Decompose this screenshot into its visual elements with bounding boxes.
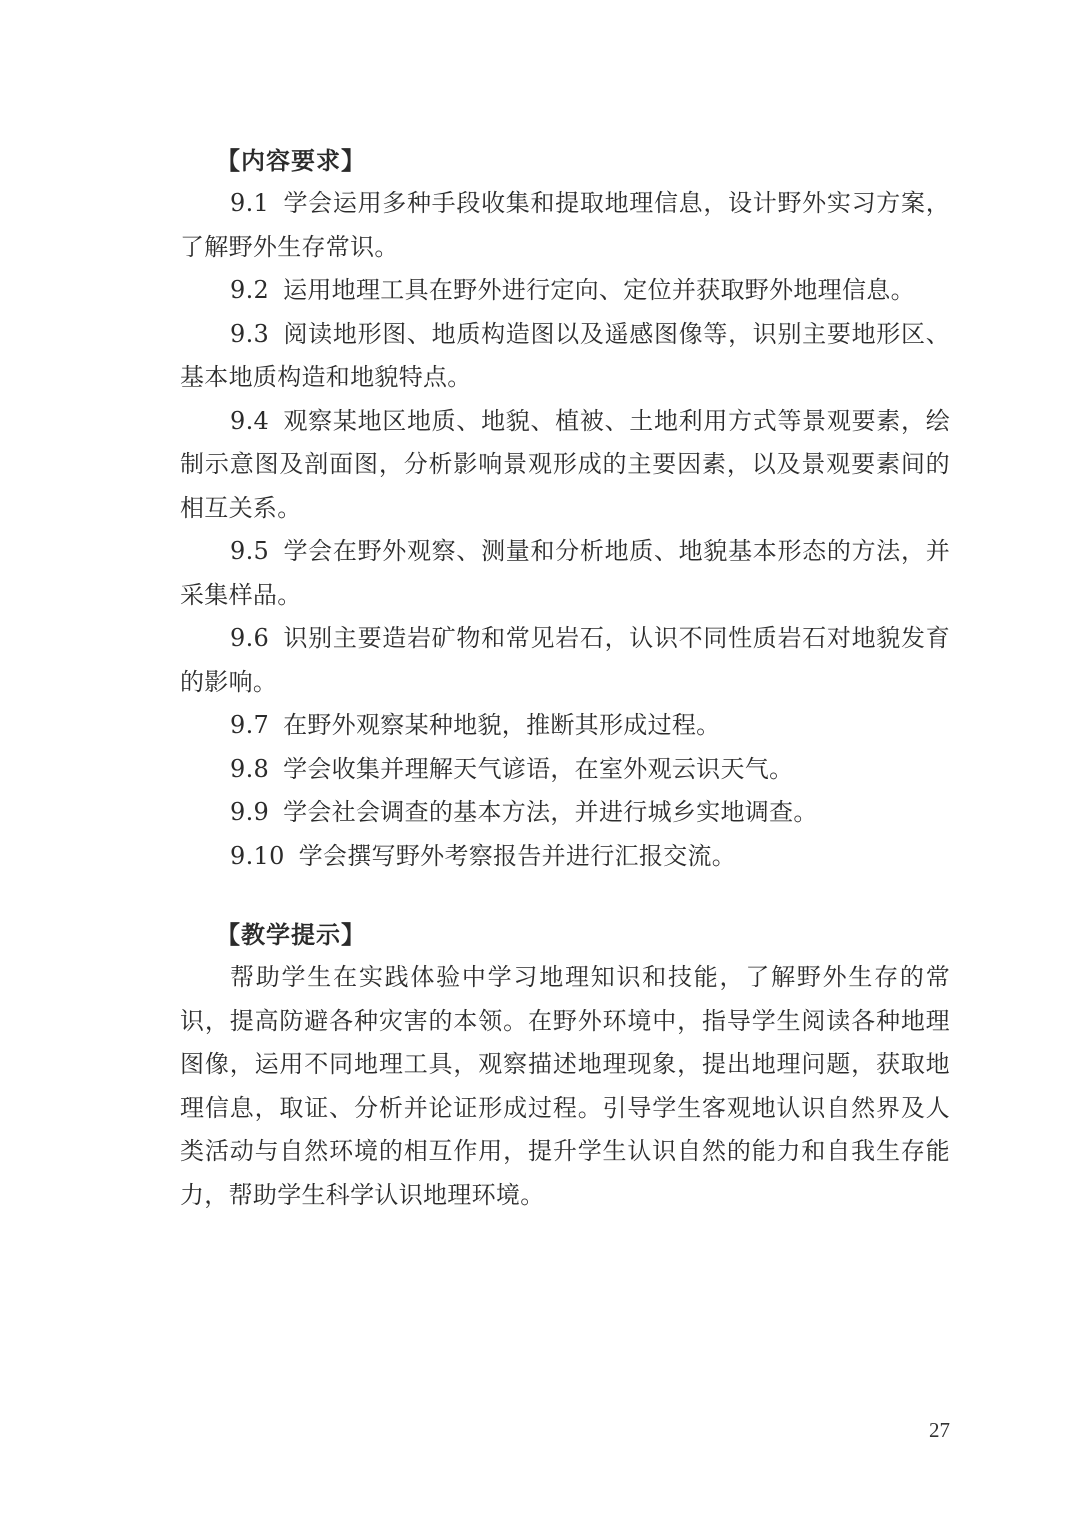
requirement-item-9-7 bbox=[180, 704, 950, 748]
page-content bbox=[180, 140, 950, 1217]
teaching-tips-paragraph: 帮助学生在实践体验中学习地理知识和技能，了解野外生存的常识，提高防避各种灾害的本领。在野外环境中，指导学生阅读各种地理图像，运用不同地理工具，观察描述地理现象，提出地理问题，获取地理信息，取证、分析并论证形成过程。引导学生客观地认识自然界及人类活动与自然环境的相互作用，提升学生认识自然的能力和自我生存能力，帮助学生科学认识地理环境。 bbox=[180, 963, 950, 1209]
item-number: 9.8 bbox=[230, 754, 270, 783]
item-number: 9.1 bbox=[230, 189, 270, 217]
item-number: 9.7 bbox=[230, 711, 270, 739]
content-requirements-heading: 【内容要求】 bbox=[216, 147, 366, 175]
item-text: 运用地理工具在野外进行定向、定位并获取野外地理信息。 bbox=[283, 276, 915, 304]
requirement-item-9-2 bbox=[180, 269, 950, 313]
item-text: 识别主要造岩矿物和常见岩石，认识不同性质岩石对地貌发育的影响。 bbox=[180, 624, 950, 696]
item-number: 9.4 bbox=[230, 406, 270, 435]
item-number: 9.10 bbox=[230, 841, 285, 870]
content-requirements-list bbox=[180, 182, 950, 878]
item-text: 学会社会调查的基本方法，并进行城乡实地调查。 bbox=[283, 798, 818, 826]
requirement-item-9-5 bbox=[180, 530, 950, 617]
item-text: 学会收集并理解天气谚语，在室外观云识天气。 bbox=[283, 754, 794, 783]
requirement-item-9-10 bbox=[180, 835, 950, 879]
item-number: 9.5 bbox=[230, 537, 270, 565]
item-text: 阅读地形图、地质构造图以及遥感图像等，识别主要地形区、基本地质构造和地貌特点。 bbox=[180, 319, 950, 391]
requirement-item-9-3 bbox=[180, 313, 950, 400]
requirement-item-9-6 bbox=[180, 617, 950, 704]
requirement-item-9-4 bbox=[180, 400, 950, 531]
requirement-item-9-8 bbox=[180, 748, 950, 792]
item-text: 学会撰写野外考察报告并进行汇报交流。 bbox=[298, 841, 737, 870]
section-spacer bbox=[180, 878, 950, 914]
item-text: 学会在野外观察、测量和分析地质、地貌基本形态的方法，并采集样品。 bbox=[180, 537, 950, 609]
teaching-tips-heading: 【教学提示】 bbox=[216, 921, 366, 949]
item-text: 观察某地区地质、地貌、植被、土地利用方式等景观要素，绘制示意图及剖面图，分析影响景观形成的主要因素，以及景观要素间的相互关系。 bbox=[180, 406, 950, 522]
item-number: 9.2 bbox=[230, 276, 270, 304]
page-number: 27 bbox=[929, 1418, 950, 1442]
requirement-item-9-9 bbox=[180, 791, 950, 835]
item-number: 9.3 bbox=[230, 319, 270, 348]
item-text: 在野外观察某种地貌，推断其形成过程。 bbox=[283, 711, 721, 739]
item-text: 学会运用多种手段收集和提取地理信息，设计野外实习方案，了解野外生存常识。 bbox=[180, 189, 950, 261]
requirement-item-9-1 bbox=[180, 182, 950, 269]
item-number: 9.9 bbox=[230, 798, 270, 826]
item-number: 9.6 bbox=[230, 624, 270, 652]
